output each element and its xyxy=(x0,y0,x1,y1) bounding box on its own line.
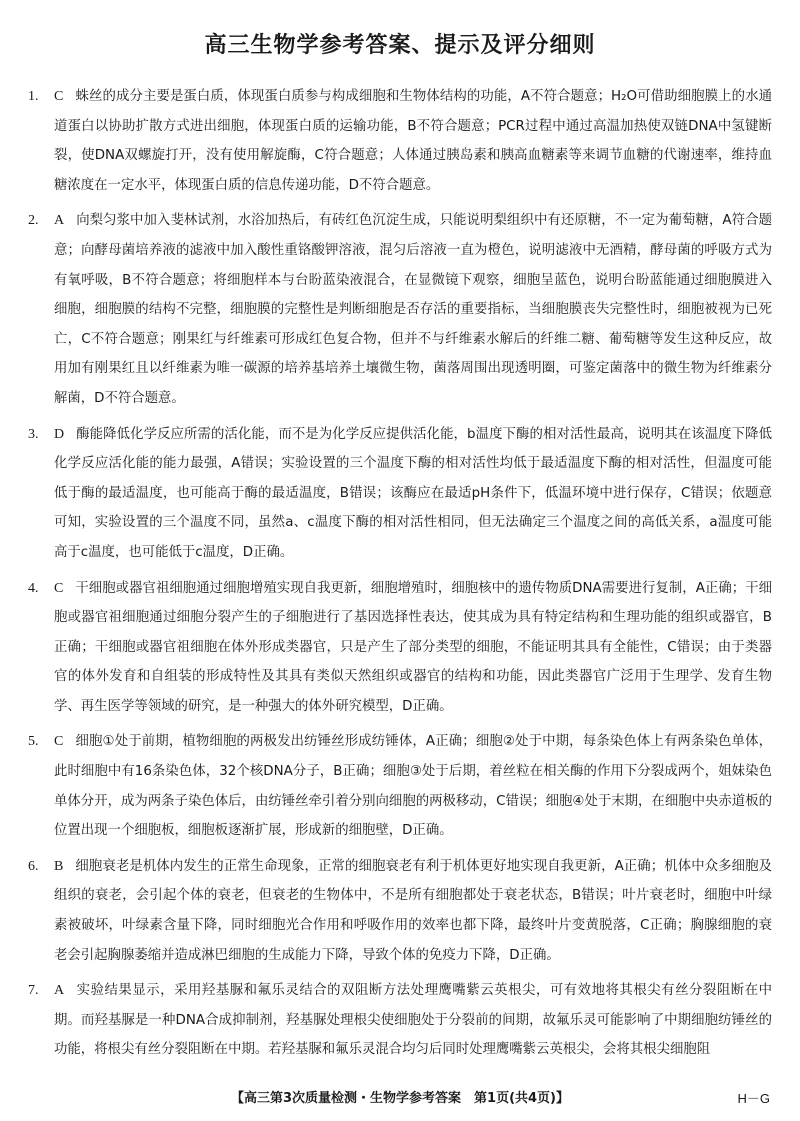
item-number: 2. xyxy=(28,213,39,229)
item-explanation: 实验结果显示，采用羟基脲和氟乐灵结合的双阻断方法处理鹰嘴紫云英根尖，可有效地将其根尖有丝分裂阻断在中期。而羟基脲是一种DNA合成抑制剂，羟基脲处理根尖使细胞处于分裂前的间期，故氟乐灵可能影响了中期细胞纺锤丝的功能，将根尖有丝分裂阻断在中期。若羟基脲和氟乐灵混合均匀后同时处理鹰嘴紫云英根尖，会将其根尖细胞阻 xyxy=(54,983,772,1058)
item-answer: B xyxy=(54,858,64,874)
item-number: 6. xyxy=(28,858,39,874)
answer-item xyxy=(28,727,772,845)
answer-item xyxy=(28,574,772,722)
page-footer: 【高三第3次质量检测・生物学参考答案 第1页(共4页)】 xyxy=(230,1091,570,1106)
item-explanation: 蛛丝的成分主要是蛋白质，体现蛋白质参与构成细胞和生物体结构的功能，A不符合题意；H₂O可借助细胞膜上的水通道蛋白以协助扩散方式进出细胞，体现蛋白质的运输功能，B不符合题意；PCR过程中通过高温加热使双链DNA中氢键断裂，使DNA双螺旋打开，没有使用解旋酶，C符合题意；人体通过胰岛素和胰高血糖素等来调节血糖的代谢速率，维持血糖浓度在一定水平，体现蛋白质的信息传递功能，D不符合题意。 xyxy=(54,89,772,193)
item-explanation: 细胞衰老是机体内发生的正常生命现象，正常的细胞衰老有利于机体更好地实现自我更新，A正确；机体中众多细胞及组织的衰老，会引起个体的衰老，但衰老的生物体中，不是所有细胞都处于衰老状态，B错误；叶片衰老时，细胞中叶绿素被破坏，叶绿素含量下降，同时细胞光合作用和呼吸作用的效率也都下降，最终叶片变黄脱落，C正确；胸腺细胞的衰老会引起胸腺萎缩并造成淋巴细胞的生成能力下降，导致个体的免疫力下降，D正确。 xyxy=(54,858,772,963)
answer-item xyxy=(28,82,772,200)
item-answer: A xyxy=(54,213,65,229)
item-answer: D xyxy=(54,426,65,442)
paper-code: H－G xyxy=(737,1091,770,1106)
item-answer: C xyxy=(54,734,64,750)
item-answer: A xyxy=(54,983,65,999)
item-number: 7. xyxy=(28,983,39,999)
answer-item xyxy=(28,852,772,970)
page-title: 高三生物学参考答案、提示及评分细则 xyxy=(204,33,596,58)
item-number: 1. xyxy=(28,89,39,104)
answer-item xyxy=(28,976,772,1065)
answer-item xyxy=(28,420,772,568)
item-answer: C xyxy=(54,89,64,104)
item-explanation: 向梨匀浆中加入斐林试剂，水浴加热后，有砖红色沉淀生成，只能说明梨组织中有还原糖，不一定为葡萄糖，A符合题意；向酵母菌培养液的滤液中加入酸性重铬酸钾溶液，混匀后溶液一直为橙色，说明滤液中无酒精，酵母菌的呼吸方式为有氧呼吸，B不符合题意；将细胞样本与台盼蓝染液混合，在显微镜下观察，细胞呈蓝色，说明台盼蓝能通过细胞膜进入细胞，细胞膜的结构不完整，细胞膜的完整性是判断细胞是否存活的重要指标，当细胞膜丧失完整性时，细胞被视为已死亡，C不符合题意；刚果红与纤维素可形成红色复合物，但并不与纤维素水解后的纤维二糖、葡萄糖等发生这种反应，故用加有刚果红且以纤维素为唯一碳源的培养基培养土壤微生物，菌落周围出现透明圈，可鉴定菌落中的微生物为纤维素分解菌，D不符合题意。 xyxy=(54,213,772,406)
item-number: 4. xyxy=(28,580,39,596)
item-explanation: 细胞①处于前期，植物细胞的两极发出纺锤丝形成纺锤体，A正确；细胞②处于中期，每条染色体上有两条染色单体，此时细胞中有16条染色体，32个核DNA分子，B正确；细胞③处于后期，着丝粒在相关酶的作用下分裂成两个，姐妹染色单体分开，成为两条子染色体后，由纺锤丝牵引着分别向细胞的两极移动，C错误；细胞④处于末期，在细胞中央赤道板的位置出现一个细胞板，细胞板逐渐扩展，形成新的细胞壁，D正确。 xyxy=(54,734,772,839)
answer-list xyxy=(28,82,772,1065)
item-explanation: 干细胞或器官祖细胞通过细胞增殖实现自我更新，细胞增殖时，细胞核中的遗传物质DNA需要进行复制，A正确；干细胞或器官祖细胞通过细胞分裂产生的子细胞进行了基因选择性表达，使其成为具有特定结构和生理功能的组织或器官，B正确；干细胞或器官祖细胞在体外形成类器官，只是产生了部分类型的细胞，不能证明其具有全能性，C错误；由于类器官的体外发育和自组装的形成特性及其具有类似天然组织或器官的结构和功能，因此类器官广泛用于生理学、发育生物学、再生医学等领域的研究，是一种强大的体外研究模型，D正确。 xyxy=(54,580,772,714)
item-answer: C xyxy=(54,580,64,596)
item-explanation: 酶能降低化学反应所需的活化能，而不是为化学反应提供活化能，b温度下酶的相对活性最高，说明其在该温度下降低化学反应活化能的能力最强，A错误；实验设置的三个温度下酶的相对活性均低于最适温度下酶的相对活性，但温度可能低于酶的最适温度，也可能高于酶的最适温度，B错误；该酶应在最适pH条件下，低温环境中进行保存，C错误；依题意可知，实验设置的三个温度不同，虽然a、c温度下酶的相对活性相同，但无法确定三个温度之间的高低关系，a温度可能高于c温度，也可能低于c温度，D正确。 xyxy=(54,426,772,560)
item-number: 3. xyxy=(28,426,39,442)
item-number: 5. xyxy=(28,734,39,750)
answer-item xyxy=(28,206,772,413)
